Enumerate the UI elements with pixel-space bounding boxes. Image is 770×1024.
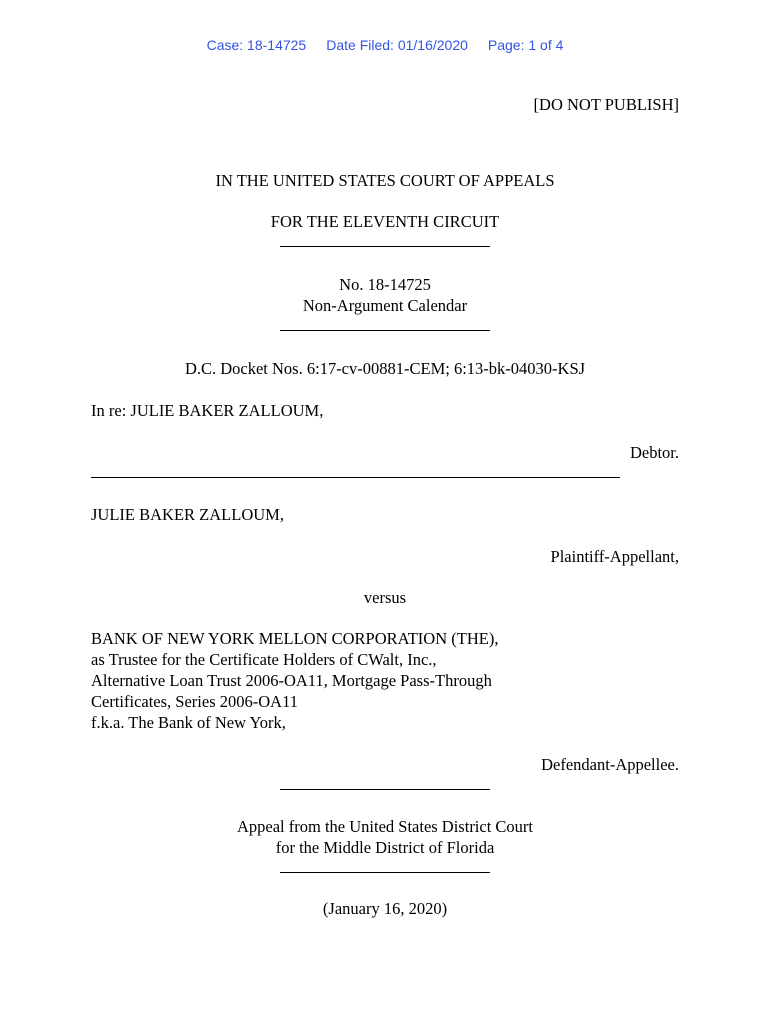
- page-count-stamp: Page: 1 of 4: [487, 37, 564, 53]
- date-filed-stamp: Date Filed: 01/16/2020: [326, 37, 468, 53]
- versus-label: versus: [363, 588, 407, 607]
- debtor-role: Debtor.: [629, 443, 679, 462]
- appellee-line: Alternative Loan Trust 2006-OA11, Mortgage Pass-Through: [91, 671, 492, 690]
- party-divider-rule: [91, 477, 620, 478]
- decision-date: (January 16, 2020): [322, 899, 448, 918]
- appellee-line: as Trustee for the Certificate Holders of CWalt, Inc.,: [91, 650, 437, 669]
- appellee-line: Certificates, Series 2006-OA11: [91, 692, 298, 711]
- appellant-role: Plaintiff-Appellant,: [550, 547, 679, 566]
- calendar-type: Non-Argument Calendar: [302, 296, 468, 315]
- divider-rule: [280, 872, 490, 873]
- appeal-case-number: No. 18-14725: [339, 275, 431, 294]
- publish-note: [DO NOT PUBLISH]: [533, 95, 679, 114]
- appellant-name: JULIE BAKER ZALLOUM,: [91, 505, 284, 524]
- court-name-line2: FOR THE ELEVENTH CIRCUIT: [270, 212, 500, 231]
- district-docket-numbers: D.C. Docket Nos. 6:17-cv-00881-CEM; 6:13-bk-04030-KSJ: [184, 359, 586, 378]
- divider-rule: [280, 246, 490, 247]
- appeal-origin-line1: Appeal from the United States District Court: [236, 817, 534, 836]
- appellee-line: f.k.a. The Bank of New York,: [91, 713, 286, 732]
- appellee-role: Defendant-Appellee.: [541, 755, 679, 774]
- in-re-line: In re: JULIE BAKER ZALLOUM,: [91, 401, 324, 420]
- filing-stamp-header: [0, 37, 770, 53]
- appellee-name-block: [91, 628, 498, 733]
- divider-rule: [280, 789, 490, 790]
- court-name-line1: IN THE UNITED STATES COURT OF APPEALS: [215, 171, 555, 190]
- appeal-origin-line2: for the Middle District of Florida: [275, 838, 495, 857]
- case-number-stamp: Case: 18-14725: [206, 37, 307, 53]
- appellee-line: BANK OF NEW YORK MELLON CORPORATION (THE),: [91, 629, 499, 648]
- divider-rule: [280, 330, 490, 331]
